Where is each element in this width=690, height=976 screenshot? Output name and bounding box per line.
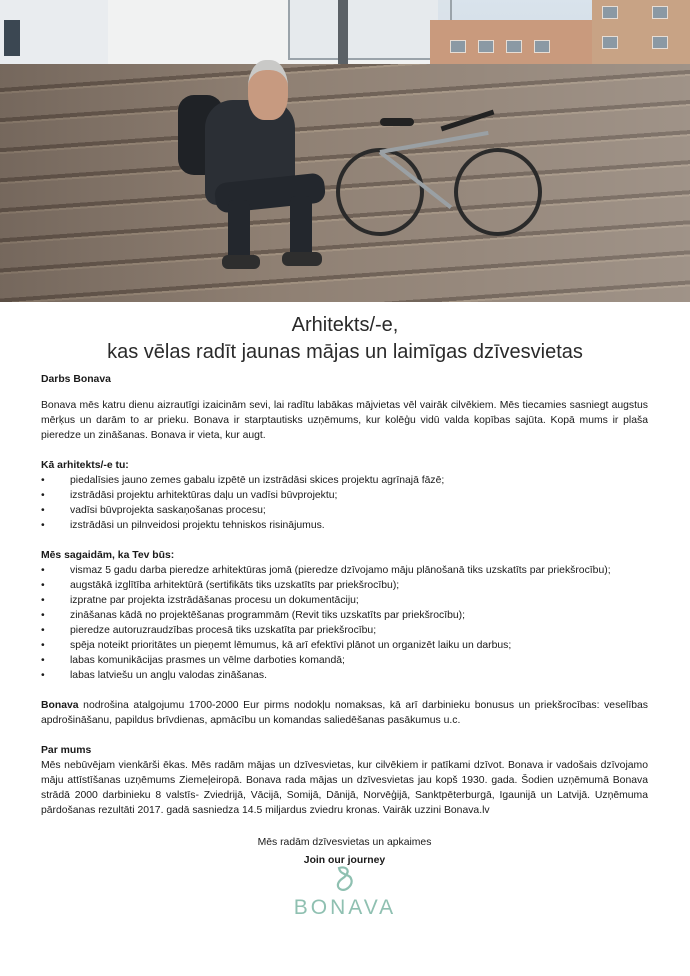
closing-tagline: Mēs radām dzīvesvietas un apkaimes [257,837,432,848]
list-item: • labas komunikācijas prasmes un vēlme darboties komandā; [41,653,648,668]
list-item: • zināšanas kādā no projektēšanas programmām (Revit tiks uzskatīts par priekšrocību); [41,608,648,623]
list-item: • spēja noteikt prioritātes un pieņemt lēmumus, kā arī efektīvi plānot un organizēt laiku un darbus; [41,638,648,653]
duties-heading: Kā arhitekts/-e tu: [41,460,129,471]
title-line-1: Arhitekts/-e, [291,314,399,336]
requirements-list [41,563,648,683]
requirements-heading: Mēs sagaidām, ka Tev būs: [41,550,175,561]
list-item: • labas latviešu un angļu valodas zināšanas. [41,668,648,683]
list-item: • piedalīsies jauno zemes gabalu izpētē un izstrādāsi skices projektu agrīnajā fāzē; [41,473,648,488]
bonava-logo [270,864,420,920]
title-line-2: kas vēlas radīt jaunas mājas un laimīgas dzīvesvietas [107,341,583,363]
page-title [0,312,690,366]
work-heading: Darbs Bonava [41,374,111,385]
offer-body: nodrošina atalgojumu 1700-2000 Eur pirms nodokļu nomaksas, kā arī darbinieku bonusus un priekšrocības: veselības apdrošināšanu, papildus brīvdienas, apmācību un komandas saliedēšanas pasākumus u.c. [41,700,648,726]
list-item: • izstrādāsi un pilnveidosi projektu tehniskos risinājumus. [41,518,648,533]
closing-cta: Join our journey [303,855,386,866]
about-text: Mēs nebūvējam vienkārši ēkas. Mēs radām mājas un dzīvesvietas, kur cilvēkiem ir patīkami dzīvot. Bonava ir vadošais dzīvojamo māju attīstīšanas uzņēmums Ziemeļeiropā. Bonava rada mājas un dzīvesvietas jau kopš 1930. gada. Šodien uzņēmumā Bonava strādā 2000 darbinieku 8 valstīs- Zviedrijā, Vācijā, Somijā, Dānijā, Norvēģijā, Sanktpēterburgā, Igaunijā un Latvijā. Uzņēmuma pārdošanas rezultāti 2017. gadā sasniedza 14.5 miljardus zviedru kronas. Vairāk uzzini Bonava.lv [41,760,648,816]
list-item: • izpratne par projekta izstrādāšanas procesu un dokumentāciju; [41,593,648,608]
list-item: • vismaz 5 gadu darba pieredze arhitektūras jomā (pieredze dzīvojamo māju plānošanā tiks uzskatīts par priekšrocību); [41,563,648,578]
list-item: • izstrādāsi projektu arhitektūras daļu un vadīsi būvprojektu; [41,488,648,503]
hero-photo [0,0,690,302]
logo-wordmark: BONAVA [293,896,397,919]
duties-list [41,473,648,533]
list-item: • pieredze autoruzraudzības procesā tiks uzskatīta par priekšrocību; [41,623,648,638]
list-item: • vadīsi būvprojekta saskaņošanas procesu; [41,503,648,518]
about-heading: Par mums [41,745,92,756]
job-description [41,372,648,868]
offer-text [41,698,648,728]
work-text: Bonava mēs katru dienu aizrautīgi izaicinām sevi, lai radītu labākas mājvietas vēl vairāk cilvēkiem. Mēs tiecamies sasniegt augstus mērķus un darām to ar prieku. Bonava ir starptautisks uzņēmums, kur kolēģu vidū valda kopības sajūta. Kopā mums ir plaša pieredze un zināšanas. Bonava ir vieta, kur augt. [41,400,648,441]
list-item: • augstākā izglītība arhitektūrā (sertifikāts tiks uzskatīts par priekšrocību); [41,578,648,593]
bonava-mark-icon [330,864,360,894]
offer-brand: Bonava [41,700,79,711]
